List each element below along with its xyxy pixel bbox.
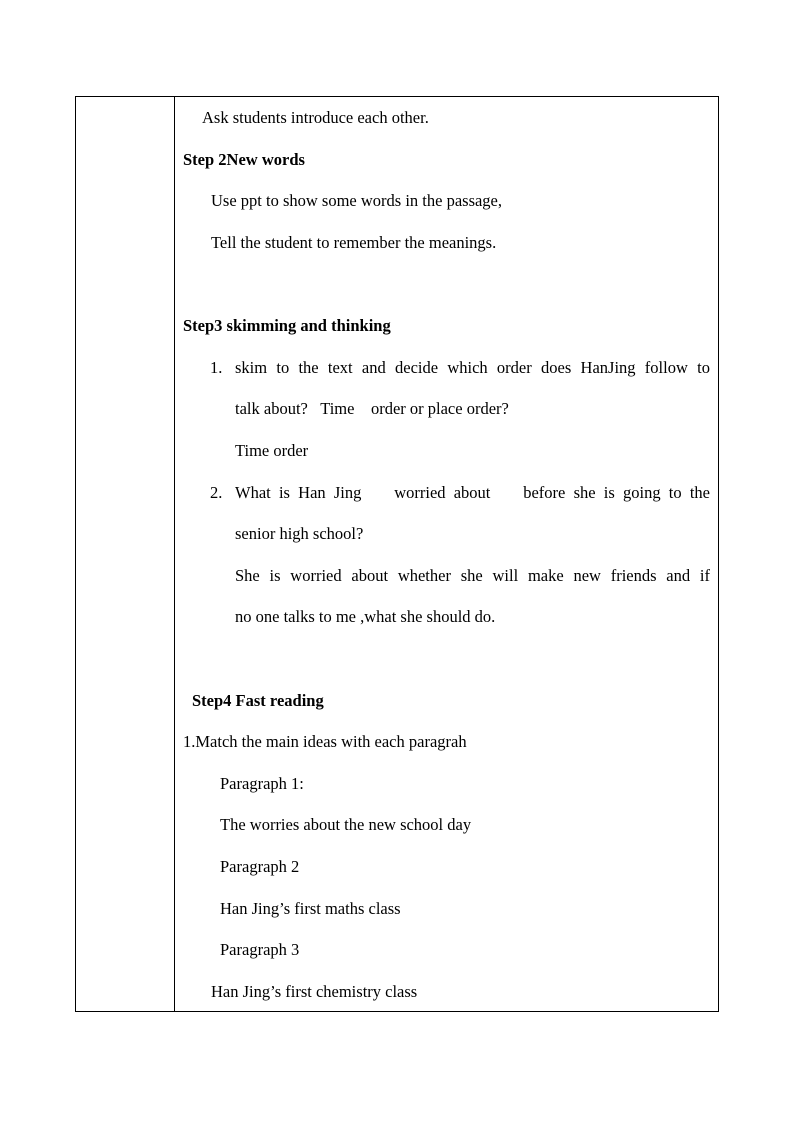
step2-line-2: Tell the student to remember the meanings. xyxy=(211,233,497,252)
column-divider xyxy=(174,96,175,1012)
item-1-question-line-2: talk about? Time order or place order? xyxy=(235,399,509,418)
paragraph-2-idea: Han Jing’s first maths class xyxy=(220,899,401,918)
step4-task: 1.Match the main ideas with each paragrah xyxy=(183,732,467,751)
paragraph-3-label: Paragraph 3 xyxy=(220,940,300,959)
step4-heading: Step4 Fast reading xyxy=(192,691,324,710)
item-2-answer-line-2: no one talks to me ,what she should do. xyxy=(235,607,496,626)
step2-line-1: Use ppt to show some words in the passage, xyxy=(211,191,503,210)
item-2-answer-line-1: She is worried about whether she will make new friends and if xyxy=(235,566,710,585)
intro-text: Ask students introduce each other. xyxy=(202,108,429,127)
step3-heading: Step3 skimming and thinking xyxy=(183,316,391,335)
paragraph-3-idea: Han Jing’s first chemistry class xyxy=(211,982,418,1001)
item-2-question-line-1: What is Han Jing worried about before she is going to the xyxy=(235,483,710,502)
paragraph-1-idea: The worries about the new school day xyxy=(220,815,472,834)
paragraph-2-label: Paragraph 2 xyxy=(220,857,300,876)
item-2-question-line-2: senior high school? xyxy=(235,524,364,543)
item-1-answer: Time order xyxy=(235,441,309,460)
step2-heading: Step 2New words xyxy=(183,150,305,169)
item-1-number: 1. xyxy=(210,358,223,377)
paragraph-1-label: Paragraph 1: xyxy=(220,774,304,793)
item-2-number: 2. xyxy=(210,483,223,502)
item-1-question-line-1: skim to the text and decide which order does HanJing follow to xyxy=(235,358,710,377)
